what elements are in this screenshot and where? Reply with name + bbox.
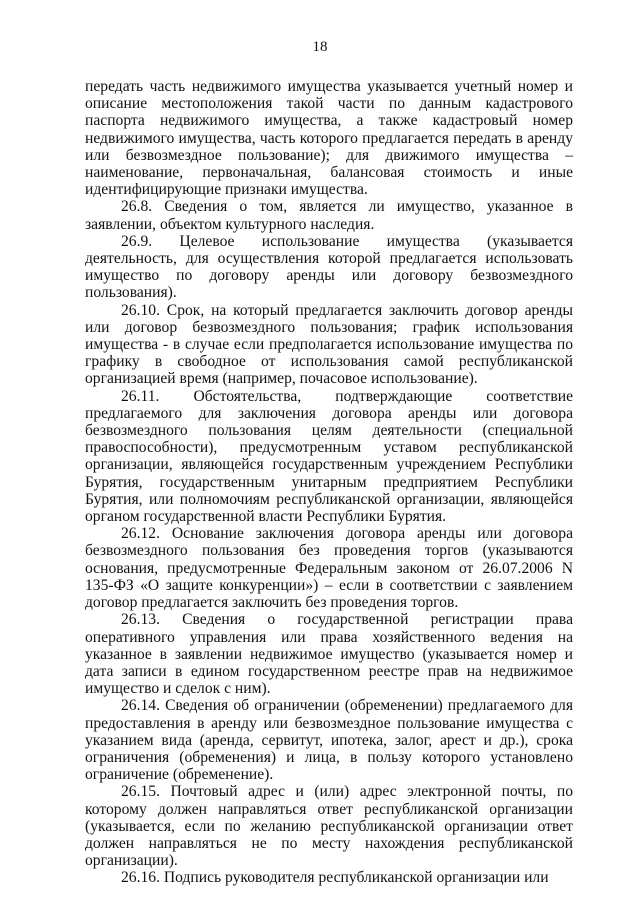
- paragraph-continuation: передать часть недвижимого имущества указывается учетный номер и описание местоположения такой части по данным кадастрового паспорта недвижимого имущества, а также кадастровый номер недвижимого имущества, часть которого предлагается передать в аренду или безвозмездное пользование); для движимого имущества – наименование, первоначальная, балансовая стоимость и иные идентифицирующие признаки имущества.: [85, 78, 573, 199]
- paragraph-26-16: 26.16. Подпись руководителя республиканской организации или: [121, 869, 549, 887]
- document-body: [85, 78, 573, 887]
- paragraph-26-8: 26.8. Сведения о том, является ли имущество, указанное в заявлении, объектом культурного наследия.: [85, 198, 573, 233]
- paragraph-26-10: 26.10. Срок, на который предлагается заключить договор аренды или договор безвозмездного пользования; график использования имущества - в случае если предполагается использование имущества по графику в свободное от использования самой республиканской организацией время (например, почасовое использование).: [85, 301, 573, 388]
- paragraph-26-11: 26.11. Обстоятельства, подтверждающие соответствие предлагаемого для заключения договора аренды или договора безвозмездного пользования целям деятельности (специальной правоспособности), предусмотренным уставом республиканской организации, являющейся государственным учреждением Республики Бурятия, государственным унитарным предприятием Республики Бурятия, или полномочиям республиканской организации, являющейся органом государственной власти Республики Бурятия.: [85, 387, 573, 526]
- paragraph-26-12: 26.12. Основание заключения договора аренды или договора безвозмездного пользования без проведения торгов (указываются основания, предусмотренные Федеральным законом от 26.07.2006 N 135-ФЗ «О защите конкуренции») – если в соответствии с заявлением договор предлагается заключить без проведения торгов.: [85, 525, 573, 612]
- paragraph-26-9: 26.9. Целевое использование имущества (указывается деятельность, для осуществления которой предлагается использовать имущество по договору аренды или договору безвозмездного пользования).: [85, 232, 573, 302]
- paragraph-26-15: 26.15. Почтовый адрес и (или) адрес электронной почты, по которому должен направляться ответ республиканской организации (указывается, если по желанию республиканской организации ответ должен направляться не по месту нахождения республиканской организации).: [85, 783, 573, 870]
- page-number: 18: [312, 39, 328, 55]
- paragraph-26-14: 26.14. Сведения об ограничении (обременении) предлагаемого для предоставления в аренду или безвозмездное пользование имущества с указанием вида (аренда, сервитут, ипотека, залог, арест и др.), срока ограничения (обременения) и лица, в пользу которого установлено ограничение (обременение).: [85, 697, 573, 784]
- paragraph-26-13: 26.13. Сведения о государственной регистрации права оперативного управления или права хозяйственного ведения на указанное в заявлении недвижимое имущество (указывается номер и дата записи в едином государственном реестре прав на недвижимое имущество и сделок с ним).: [85, 611, 573, 698]
